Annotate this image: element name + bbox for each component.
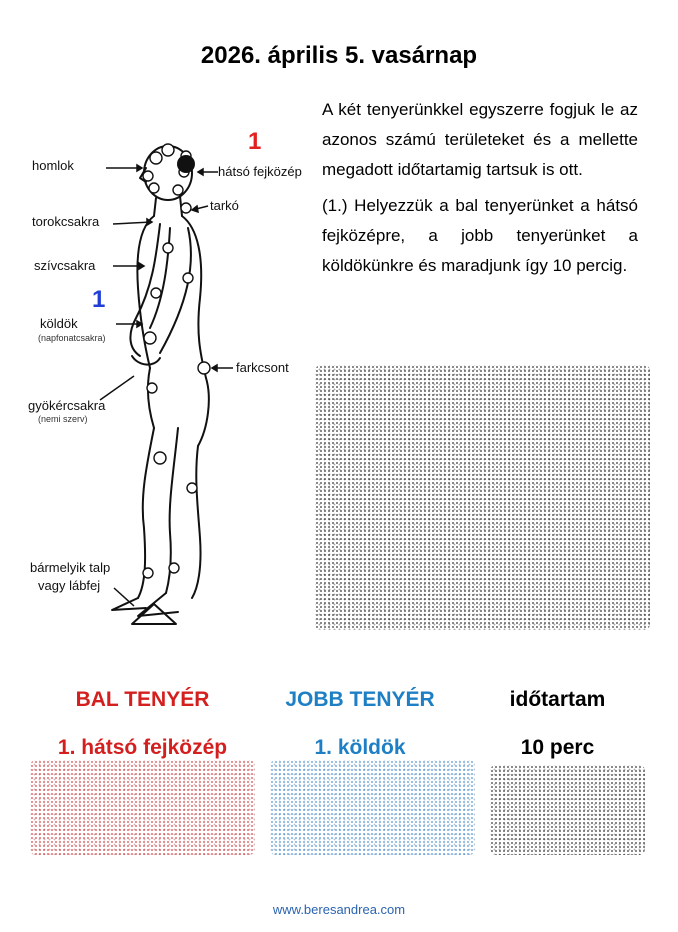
- label-gyokercsakra-sub: (nemi szerv): [38, 414, 88, 424]
- obscured-blue-area: [270, 760, 475, 855]
- cell-duration: 10 perc: [520, 736, 595, 759]
- cell-right-palm: 1. köldök: [314, 736, 406, 759]
- body-diagram: [28, 128, 313, 628]
- obscured-black-area: [490, 765, 645, 855]
- cell-left-palm: 1. hátsó fejközép: [57, 736, 228, 759]
- label-torokcsakra: torokcsakra: [32, 214, 100, 229]
- obscured-area: [315, 365, 650, 630]
- instruction-text: [322, 95, 638, 287]
- obscured-red-area: [30, 760, 255, 855]
- palm-table: [30, 676, 650, 772]
- instruction-paragraph-1: A két tenyerünkkel egyszerre fogjuk le az azonos számú területeket és a mellette megadott időtartamig tartsuk is ott.: [322, 100, 638, 179]
- marker-number-blue: 1: [92, 286, 106, 313]
- label-farkcsont: farkcsont: [236, 360, 289, 375]
- instruction-paragraph-2: (1.) Helyezzük a bal tenyerünket a hátsó fejközépre, a jobb tenyerünket a köldökünkre és maradjunk így 10 percig.: [322, 196, 638, 275]
- label-szivcsakra: szívcsakra: [34, 258, 96, 273]
- header-idotartam: időtartam: [509, 688, 606, 711]
- page-title: 2026. április 5. vasárnap: [200, 42, 478, 69]
- label-homlok: homlok: [32, 158, 74, 173]
- back-of-head-marker: [177, 155, 195, 173]
- label-talp: bármelyik talp: [30, 560, 111, 575]
- header-bal-tenyer: BAL TENYÉR: [75, 688, 210, 711]
- footer-link[interactable]: www.beresandrea.com: [272, 902, 406, 917]
- table-header-row: [30, 676, 650, 724]
- label-hatso-fejkozep: hátsó fejközép: [218, 164, 302, 179]
- label-labfej: vagy lábfej: [38, 578, 101, 593]
- label-koldok-sub: (napfonatcsakra): [38, 333, 106, 343]
- label-tarko: tarkó: [210, 198, 239, 213]
- header-jobb-tenyer: JOBB TENYÉR: [285, 688, 435, 711]
- marker-number-red: 1: [248, 128, 262, 155]
- label-koldok: köldök: [40, 316, 78, 331]
- human-figure-illustration: [28, 128, 313, 628]
- label-gyokercsakra: gyökércsakra: [28, 398, 106, 413]
